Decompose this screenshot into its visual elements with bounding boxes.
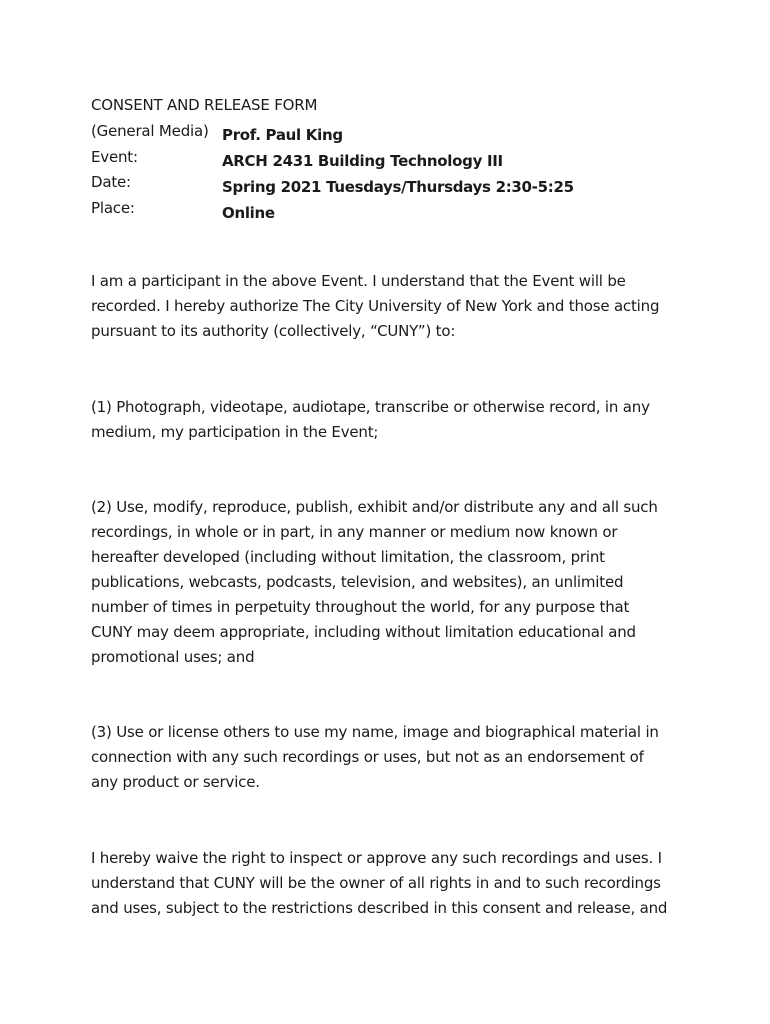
date-label: Date: [91, 173, 131, 191]
clause-2-line: number of times in perpetuity throughout the world, for any purpose that [91, 598, 630, 616]
clause-2-paragraph [91, 495, 691, 670]
clause-2-line: promotional uses; and [91, 648, 255, 666]
intro-line: I am a participant in the above Event. I understand that the Event will be [91, 272, 626, 290]
clause-3-line: connection with any such recordings or uses, but not as an endorsement of [91, 748, 644, 766]
waiver-paragraph [91, 846, 691, 921]
clause-2-line: recordings, in whole or in part, in any manner or medium now known or [91, 523, 618, 541]
waiver-line: and uses, subject to the restrictions described in this consent and release, and [91, 899, 668, 917]
place-label: Place: [91, 199, 135, 217]
clause-2-line: hereafter developed (including without limitation, the classroom, print [91, 548, 605, 566]
date-value: Spring 2021 Tuesdays/Thursdays 2:30-5:25 [222, 178, 574, 196]
form-title: CONSENT AND RELEASE FORM [91, 96, 318, 114]
intro-line: pursuant to its authority (collectively, “CUNY”) to: [91, 322, 456, 340]
clause-1-line: medium, my participation in the Event; [91, 423, 379, 441]
event-value: ARCH 2431 Building Technology III [222, 152, 503, 170]
clause-2-line: publications, webcasts, podcasts, television, and websites), an unlimited [91, 573, 624, 591]
clause-3-line: any product or service. [91, 773, 260, 791]
intro-paragraph [91, 269, 691, 344]
clause-2-line: (2) Use, modify, reproduce, publish, exhibit and/or distribute any and all such [91, 498, 658, 516]
waiver-line: I hereby waive the right to inspect or approve any such recordings and uses. I [91, 849, 662, 867]
instructor-name: Prof. Paul King [222, 126, 343, 144]
clause-3-line: (3) Use or license others to use my name, image and biographical material in [91, 723, 659, 741]
event-label: Event: [91, 148, 138, 166]
clause-1-paragraph [91, 395, 691, 445]
clause-1-line: (1) Photograph, videotape, audiotape, transcribe or otherwise record, in any [91, 398, 650, 416]
clause-2-line: CUNY may deem appropriate, including without limitation educational and [91, 623, 636, 641]
clause-3-paragraph [91, 720, 691, 795]
waiver-line: understand that CUNY will be the owner of all rights in and to such recordings [91, 874, 661, 892]
intro-line: recorded. I hereby authorize The City University of New York and those acting [91, 297, 660, 315]
general-media-label: (General Media) [91, 122, 209, 140]
place-value: Online [222, 204, 275, 222]
